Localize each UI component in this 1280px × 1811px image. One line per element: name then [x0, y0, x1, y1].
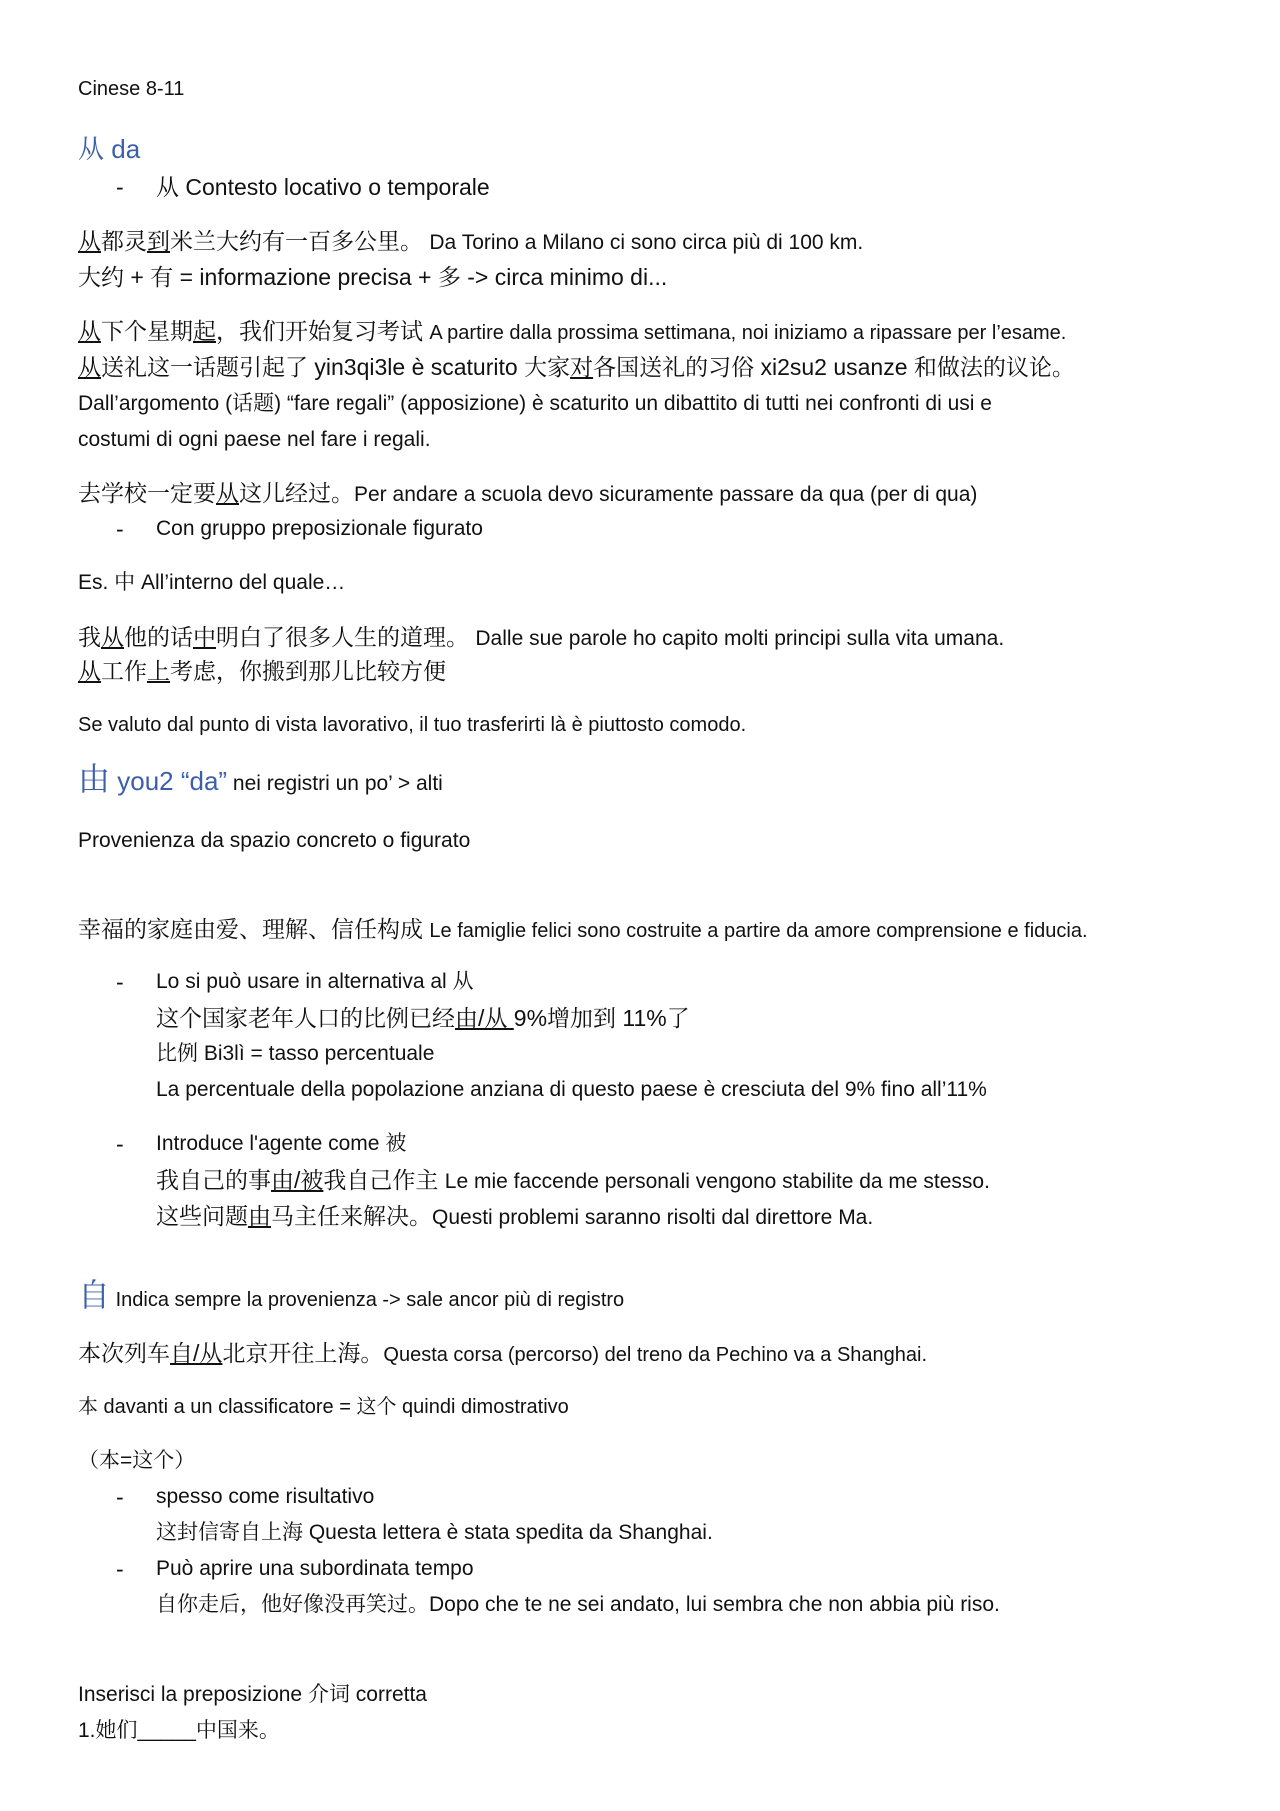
you-bullet-2-example-1: 我自己的事由/被我自己作主 Le mie faccende personali vengono stabilite da me stesso.: [156, 1167, 990, 1193]
bullet-dash: -: [116, 969, 124, 995]
cong-bullet-1: 从 Contesto locativo o temporale: [156, 174, 490, 200]
zi-example-1: 本次列车自/从北京开往上海。Questa corsa (percorso) del treno da Pechino va a Shanghai.: [78, 1340, 928, 1366]
you-example-1: 幸福的家庭由爱、理解、信任构成 Le famiglie felici sono costruite a partire da amore comprensione e fiducia.: [78, 916, 1088, 942]
zi-bullet-2-title: Può aprire una subordinata tempo: [156, 1557, 474, 1580]
bullet-dash: -: [116, 1131, 124, 1157]
exercise-instruction: Inserisci la preposizione 介词 corretta: [78, 1683, 427, 1706]
cong-example-5: 我从他的话中明白了很多人生的道理。 Dalle sue parole ho capito molti principi sulla vita umana.: [78, 624, 1005, 650]
exercise-question-1: 1.她们_____中国来。: [78, 1719, 280, 1742]
cong-example-3: 从送礼这一话题引起了 yin3qi3le è scaturito 大家对各国送礼的习俗 xi2su2 usanze 和做法的议论。: [78, 354, 1075, 380]
bullet-dash: -: [116, 516, 124, 542]
section-heading-cong: 从 da: [78, 134, 141, 164]
cong-example-4: 去学校一定要从这儿经过。Per andare a scuola devo sicuramente passare da qua (per di qua): [78, 480, 978, 506]
cong-note-1: 大约 + 有 = informazione precisa + 多 -> circa minimo di...: [78, 264, 668, 290]
zi-bullet-1-title: spesso come risultativo: [156, 1485, 375, 1508]
cong-example-3-translation-2: costumi di ogni paese nel fare i regali.: [78, 428, 431, 451]
you-line-1: Provenienza da spazio concreto o figurato: [78, 829, 471, 852]
section-heading-zi: 自 Indica sempre la provenienza -> sale ancor più di registro: [78, 1277, 625, 1313]
cong-example-3-translation-1: Dall’argomento (话题) “fare regali” (apposizione) è scaturito un dibattito di tutti nei confronti di usi e: [78, 392, 992, 415]
you-bullet-2-title: Introduce l'agente come 被: [156, 1132, 407, 1155]
you-bullet-2-example-2: 这些问题由马主任来解决。Questi problemi saranno risolti dal direttore Ma.: [156, 1203, 874, 1229]
cong-example-6-translation: Se valuto dal punto di vista lavorativo, il tuo trasferirti là è piuttosto comodo.: [78, 714, 747, 736]
bullet-dash: -: [116, 174, 124, 200]
cong-example-2: 从下个星期起，我们开始复习考试 A partire dalla prossima settimana, noi iniziamo a ripassare per l’esame.: [78, 318, 1067, 344]
bullet-dash: -: [116, 1484, 124, 1510]
you-bullet-1-translation: La percentuale della popolazione anziana di questo paese è cresciuta del 9% fino all’11%: [156, 1078, 987, 1101]
zi-bullet-2-example: 自你走后，他好像没再笑过。Dopo che te ne sei andato, lui sembra che non abbia più riso.: [156, 1593, 1000, 1616]
zi-bullet-1-example: 这封信寄自上海 Questa lettera è stata spedita da Shanghai.: [156, 1521, 713, 1544]
zi-note-2: （本=这个）: [78, 1449, 196, 1472]
cong-es-line: Es. 中 All’interno del quale…: [78, 571, 346, 594]
zi-note-1: 本 davanti a un classificatore = 这个 quindi dimostrativo: [78, 1396, 569, 1418]
you-bullet-1-title: Lo si può usare in alternativa al 从: [156, 970, 474, 993]
document-title: Cinese 8-11: [78, 78, 185, 100]
cong-bullet-2: Con gruppo preposizionale figurato: [156, 517, 483, 540]
you-bullet-1-example: 这个国家老年人口的比例已经由/从 9%增加到 11%了: [156, 1005, 690, 1031]
cong-example-6: 从工作上考虑，你搬到那儿比较方便: [78, 658, 446, 684]
section-heading-you: 由 you2 “da” nei registri un po’ > alti: [78, 761, 443, 797]
cong-example-1: 从都灵到米兰大约有一百多公里。 Da Torino a Milano ci sono circa più di 100 km.: [78, 228, 864, 254]
you-bullet-1-note: 比例 Bi3lì = tasso percentuale: [156, 1042, 435, 1065]
bullet-dash: -: [116, 1556, 124, 1582]
